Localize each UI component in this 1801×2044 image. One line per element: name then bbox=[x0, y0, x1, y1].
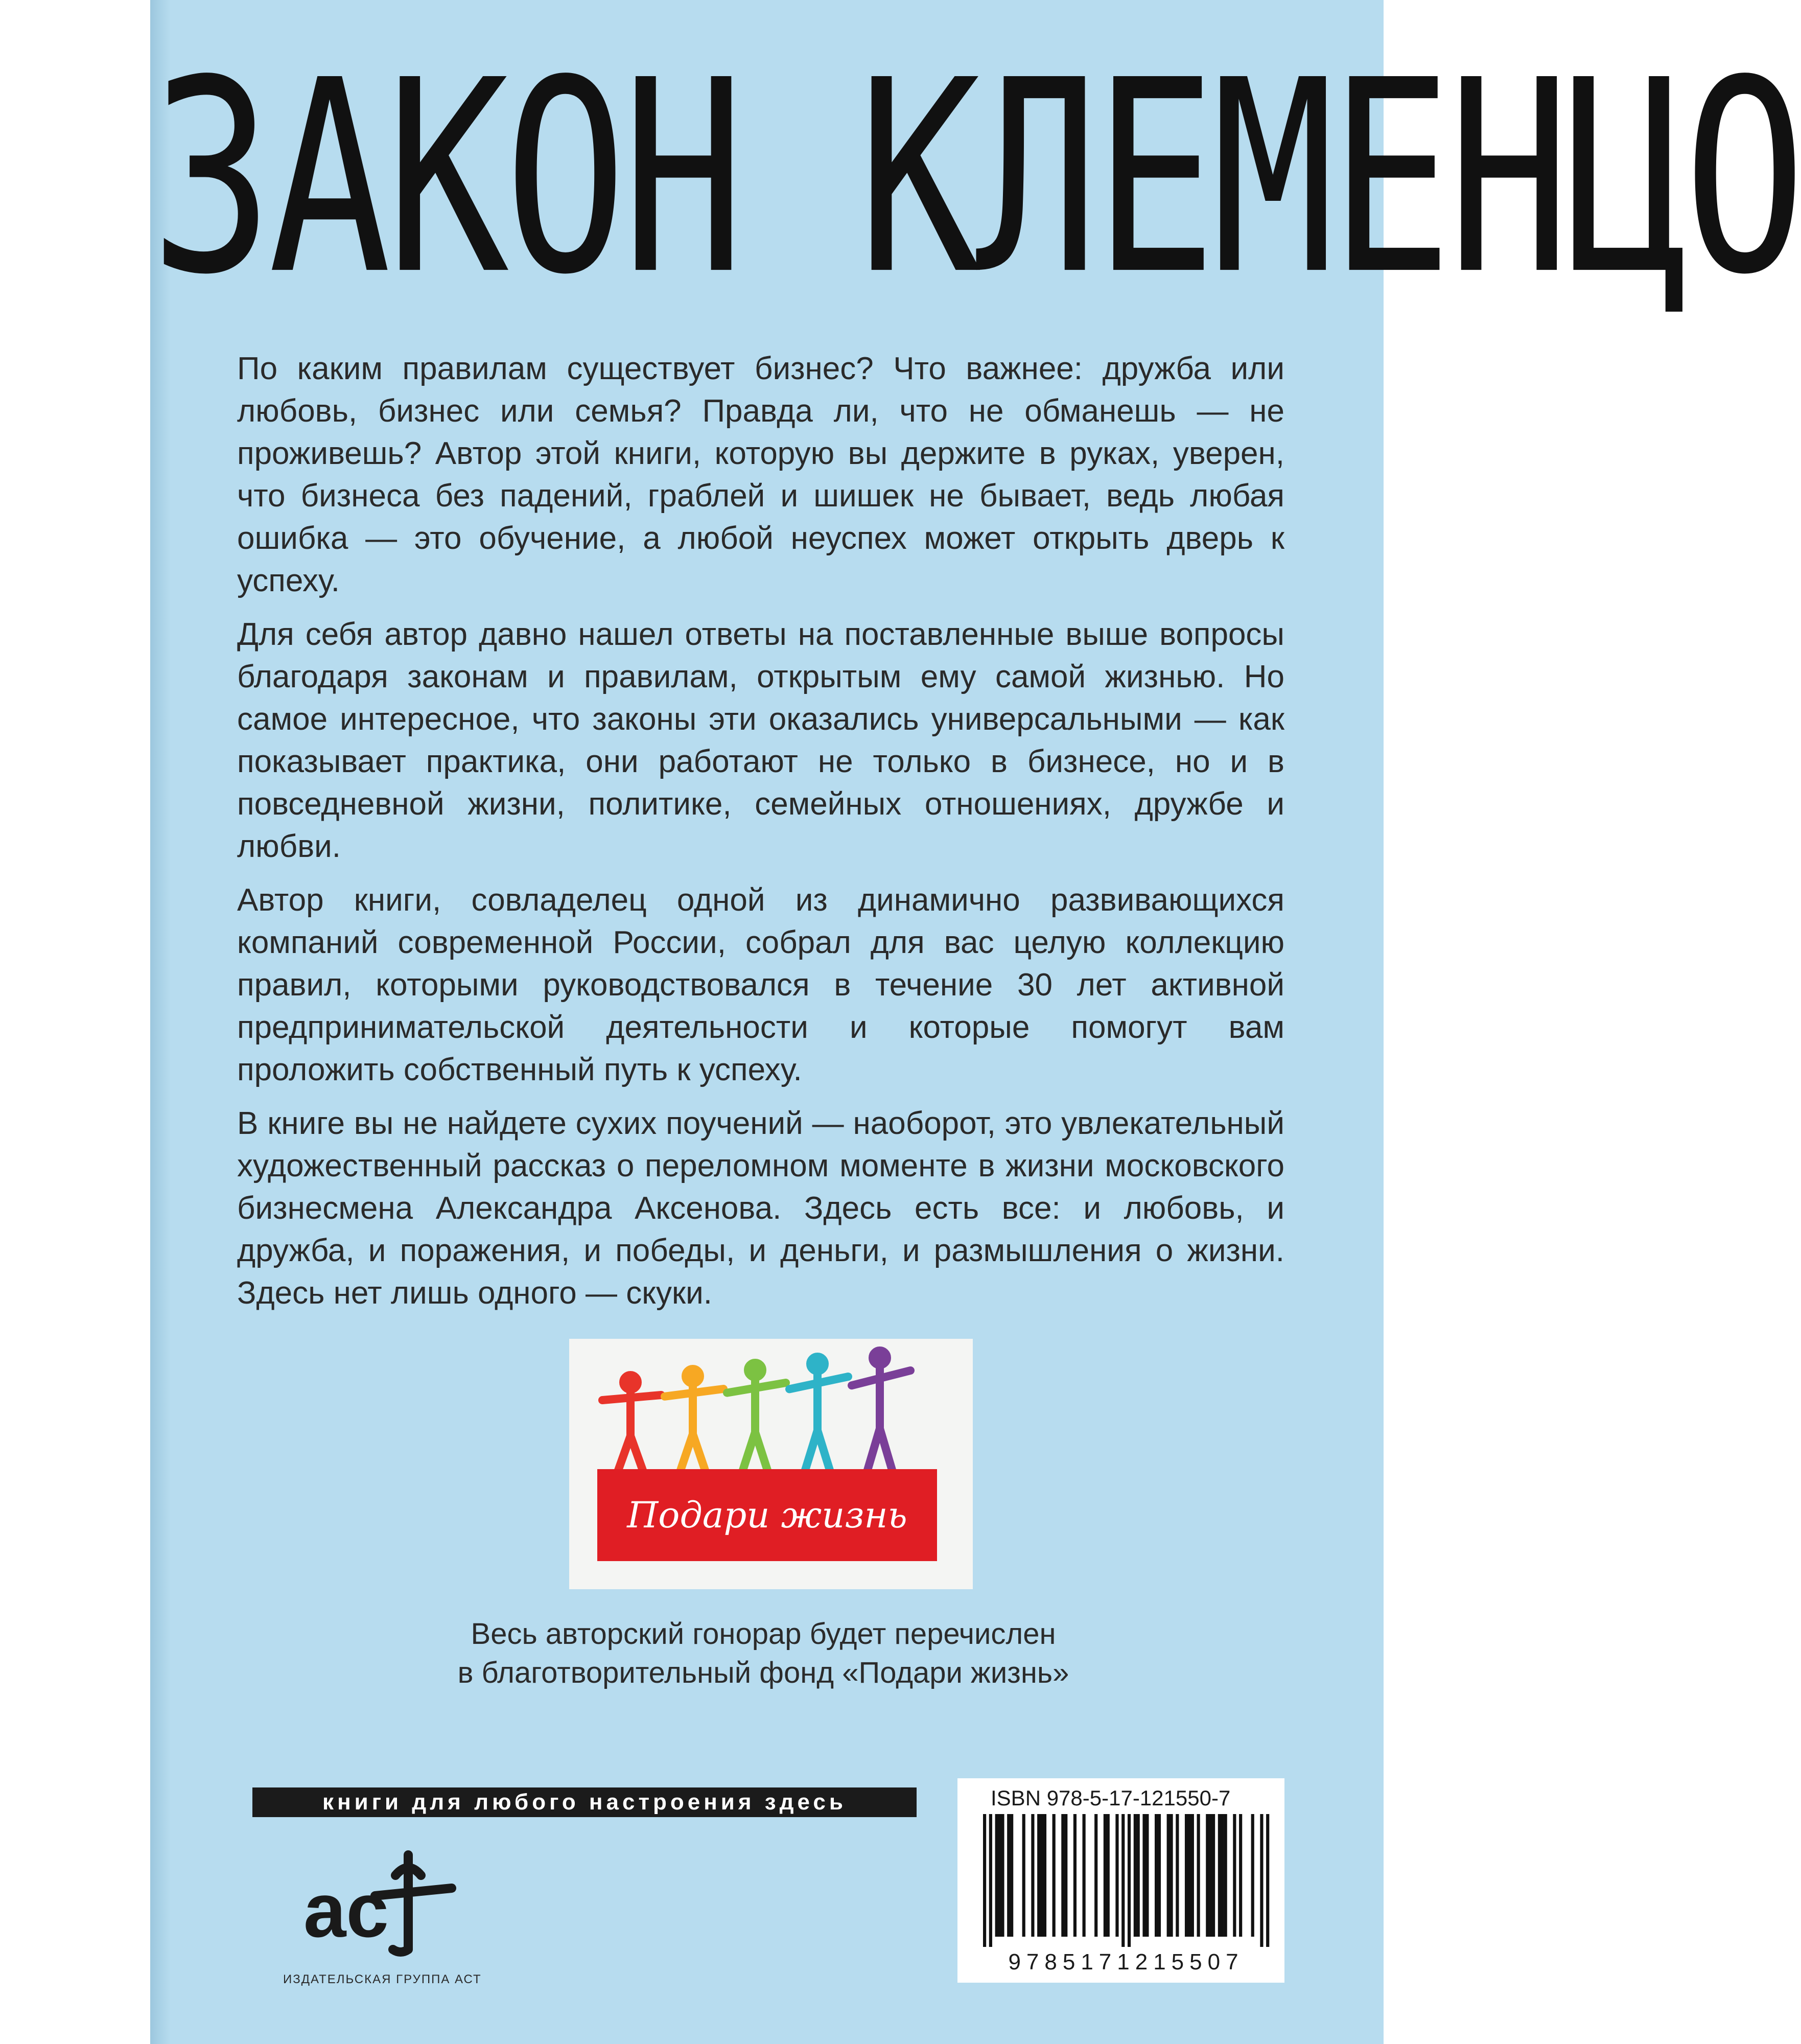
barcode-bar bbox=[1134, 1814, 1137, 1937]
blurb-paragraph-4: В книге вы не найдете сухих поучений — наоборот, это увлекательный художественный рассказ о переломном моменте в жизни московского бизнесмена Александра Аксенова. Здесь есть все: и любовь, и дружба, и поражения, и победы, и деньги, и размышления о жизни. Здесь нет лишь одного — скуки. bbox=[237, 1106, 1284, 1311]
barcode-bar bbox=[1043, 1814, 1046, 1937]
charity-logo-banner bbox=[597, 1469, 937, 1561]
barcode-bar bbox=[1037, 1814, 1040, 1937]
barcode-bar bbox=[1185, 1814, 1188, 1937]
barcode-bar bbox=[1206, 1814, 1209, 1937]
charity-note bbox=[406, 1615, 1121, 1692]
barcode-bar bbox=[1251, 1814, 1254, 1937]
person-figure bbox=[727, 1363, 786, 1472]
barcode-bar bbox=[1064, 1814, 1067, 1937]
person-figure bbox=[602, 1375, 661, 1472]
barcode-icon bbox=[983, 1814, 1269, 1947]
barcode-digits: 9785171215507 bbox=[1008, 1949, 1244, 1975]
charity-logo-box bbox=[569, 1339, 973, 1589]
barcode-bar bbox=[1260, 1814, 1263, 1947]
barcode-bar bbox=[1061, 1814, 1064, 1937]
person-figure bbox=[789, 1357, 848, 1472]
isbn-barcode bbox=[957, 1778, 1284, 1983]
book-title: ЗАКОН КЛЕМЕНЦО bbox=[150, 24, 1801, 333]
charity-note-line-2: в благотворительный фонд «Подари жизнь» bbox=[457, 1656, 1069, 1689]
barcode-bar bbox=[1073, 1814, 1077, 1937]
barcode-bar bbox=[1155, 1814, 1158, 1937]
barcode-bar bbox=[1107, 1814, 1110, 1937]
barcode-bar bbox=[1115, 1814, 1118, 1937]
people-figures-icon bbox=[600, 1359, 911, 1482]
barcode-bar bbox=[1104, 1814, 1107, 1937]
book-back-cover bbox=[150, 0, 1801, 2044]
charity-note-line-1: Весь авторский гонорар будет перечислен bbox=[471, 1617, 1056, 1651]
isbn-label: ISBN 978-5-17-121550-7 bbox=[991, 1786, 1231, 1810]
barcode-bar bbox=[989, 1814, 992, 1947]
barcode-bar bbox=[1191, 1814, 1194, 1937]
barcode-bar bbox=[983, 1814, 986, 1947]
barcode-bar bbox=[1010, 1814, 1013, 1937]
barcode-bar bbox=[1170, 1814, 1173, 1937]
barcode-bar bbox=[1137, 1814, 1140, 1937]
barcode-bar bbox=[1167, 1814, 1170, 1937]
barcode-bar bbox=[1197, 1814, 1200, 1937]
barcode-bar bbox=[1212, 1814, 1215, 1937]
barcode-bar bbox=[1007, 1814, 1010, 1937]
barcode-bar bbox=[1266, 1814, 1269, 1947]
barcode-bar bbox=[1128, 1814, 1131, 1947]
barcode-bar bbox=[1145, 1814, 1149, 1937]
barcode-bar bbox=[1239, 1814, 1242, 1937]
blurb-paragraph-1: По каким правилам существует бизнес? Что важнее: дружба или любовь, бизнес или семья? Правда ли, что не обманешь — не проживешь? Автор этой книги, которую вы держите в руках, уверен, что бизнеса без падений, граблей и шишек не бывает, ведь любая ошибка — это обучение, а любой неуспех может открыть дверь к успеху. bbox=[237, 351, 1284, 598]
ast-logo-text: ac bbox=[303, 1867, 389, 1953]
ast-logo-icon bbox=[298, 1840, 472, 1957]
slogan-bar: книги для любого настроения здесь bbox=[252, 1787, 917, 1817]
barcode-bar bbox=[1221, 1814, 1224, 1937]
barcode-bar bbox=[998, 1814, 1001, 1937]
barcode-bar bbox=[1158, 1814, 1161, 1937]
barcode-bar bbox=[1176, 1814, 1179, 1937]
barcode-bar bbox=[1209, 1814, 1212, 1937]
charity-logo-text: Подари жизнь bbox=[627, 1494, 907, 1536]
barcode-bar bbox=[1001, 1814, 1004, 1937]
barcode-bar bbox=[1233, 1814, 1236, 1937]
barcode-bar bbox=[1031, 1814, 1034, 1937]
blurb-text bbox=[237, 347, 1284, 1326]
barcode-bar bbox=[1142, 1814, 1145, 1937]
barcode-bar bbox=[1218, 1814, 1221, 1937]
barcode-bar bbox=[1040, 1814, 1043, 1937]
barcode-bar bbox=[1094, 1814, 1097, 1937]
barcode-bar bbox=[1052, 1814, 1056, 1937]
blurb-paragraph-2: Для себя автор давно нашел ответы на поставленные выше вопросы благодаря законам и правилам, открытым ему самой жизнью. Но самое интересное, что законы эти оказались универсальными — как показывает практика, они работают не только в бизнесе, но и в повседневной жизни, политике, семейных отношениях, дружбе и любви. bbox=[237, 617, 1284, 864]
barcode-bar bbox=[1083, 1814, 1086, 1937]
blurb-paragraph-3: Автор книги, совладелец одной из динамично развивающихся компаний современной России, собрал для вас целую коллекцию правил, которыми руководствовался в течение 30 лет активной предпринимательской деятельности и которые помогут вам проложить собственный путь к успеху. bbox=[237, 882, 1284, 1087]
publisher-name: ИЗДАТЕЛЬСКАЯ ГРУППА АСТ bbox=[283, 1972, 482, 1986]
barcode-bar bbox=[1022, 1814, 1025, 1937]
barcode-bar bbox=[1188, 1814, 1191, 1937]
person-figure bbox=[665, 1369, 723, 1472]
barcode-bar bbox=[1121, 1814, 1125, 1947]
barcode-bar bbox=[1224, 1814, 1227, 1937]
person-figure bbox=[852, 1351, 910, 1472]
barcode-bar bbox=[995, 1814, 998, 1937]
